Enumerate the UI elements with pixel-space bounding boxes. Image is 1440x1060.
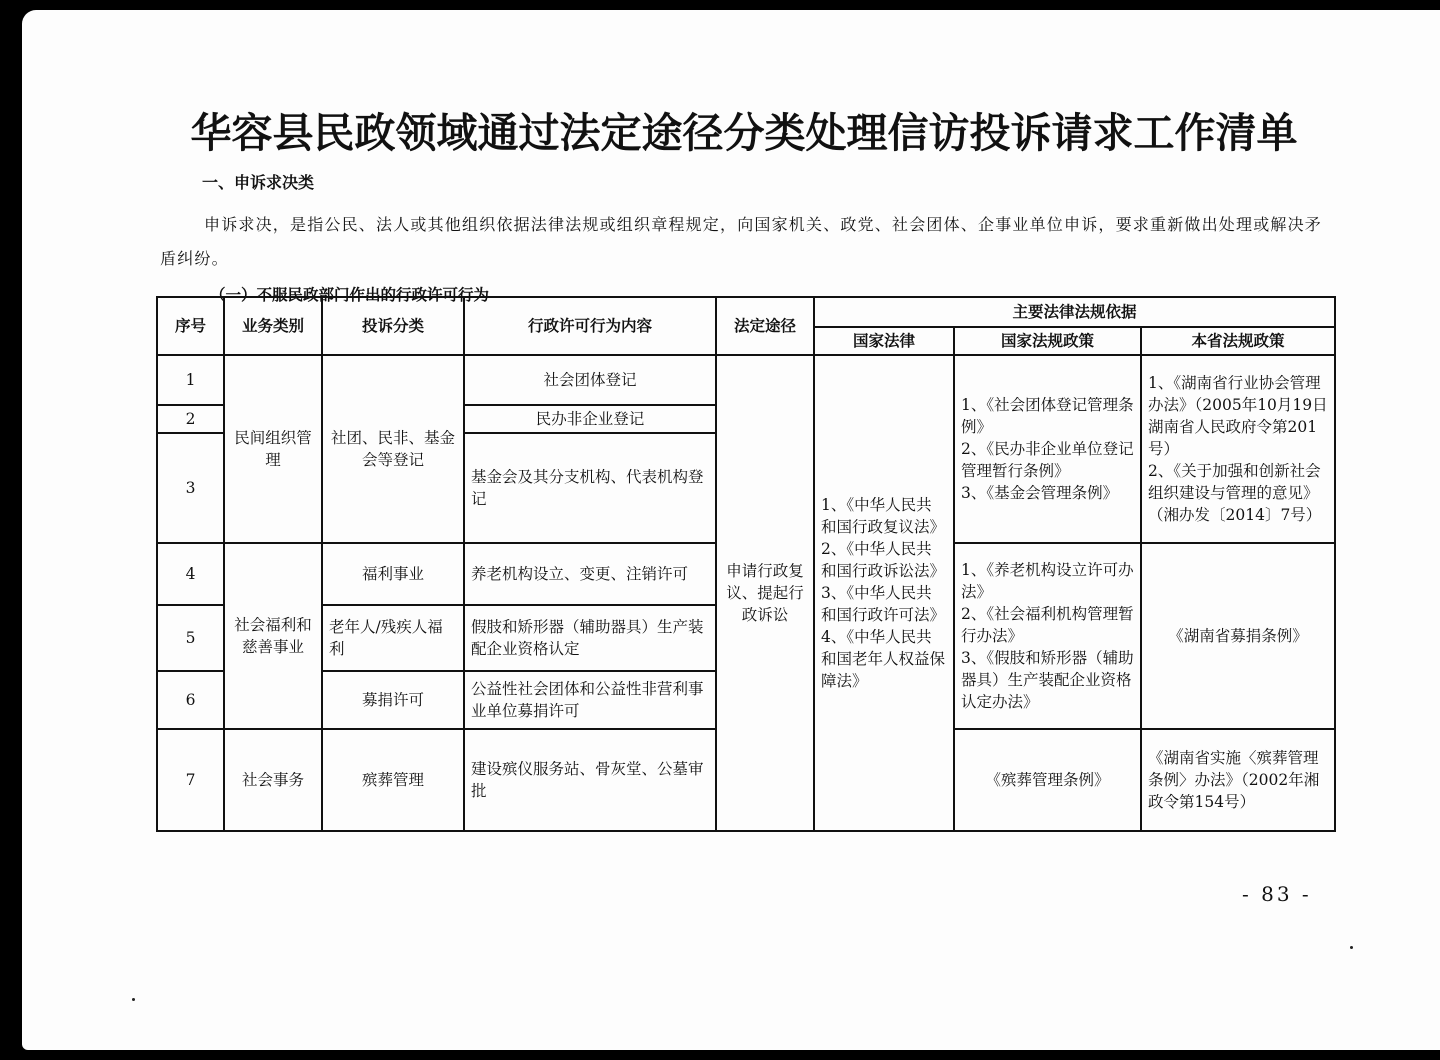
category-affairs: 社会事务: [224, 729, 322, 831]
scan-speck: [132, 998, 135, 1001]
row-content: 民办非企业登记: [464, 405, 716, 433]
section-heading: 一、申诉求决类: [202, 173, 315, 192]
header-provincial: 本省法规政策: [1141, 327, 1335, 355]
row-content: 养老机构设立、变更、注销许可: [464, 543, 716, 605]
complaint-welfare-biz: 福利事业: [322, 543, 464, 605]
category-civil-org: 民间组织管理: [224, 355, 322, 543]
section-paragraph: 申诉求决，是指公民、法人或其他组织依据法律法规或组织章程规定，向国家机关、政党、社会团体、企事业单位申诉，要求重新做出处理或解决矛盾纠纷。: [160, 215, 1323, 268]
row-seq: 2: [157, 405, 224, 433]
legal-route: 申请行政复议、提起行政诉讼: [716, 355, 814, 831]
row-content: 基金会及其分支机构、代表机构登记: [464, 433, 716, 543]
header-national-reg: 国家法规政策: [954, 327, 1141, 355]
document-title: 华容县民政领域通过法定途径分类处理信访投诉请求工作清单: [190, 109, 1298, 157]
header-category: 业务类别: [224, 297, 322, 355]
row-content: 社会团体登记: [464, 355, 716, 405]
provincial-org: 1、《湖南省行业协会管理办法》（2005年10月19日湖南省人民政府令第201号） 2、《关于加强和创新社会组织建设与管理的意见》（湘办发〔2014〕7号）: [1141, 355, 1335, 543]
complaint-donation: 募捐许可: [322, 671, 464, 729]
row-seq: 6: [157, 671, 224, 729]
complaint-funeral: 殡葬管理: [322, 729, 464, 831]
header-complaint-type: 投诉分类: [322, 297, 464, 355]
national-reg-welfare: 1、《养老机构设立许可办法》 2、《社会福利机构管理暂行办法》 3、《假肢和矫形器（辅助器具）生产装配企业资格认定办法》: [954, 543, 1141, 729]
row-seq: 7: [157, 729, 224, 831]
provincial-welfare: 《湖南省募捐条例》: [1141, 543, 1335, 729]
row-content: 公益性社会团体和公益性非营利事业单位募捐许可: [464, 671, 716, 729]
row-seq: 4: [157, 543, 224, 605]
row-seq: 3: [157, 433, 224, 543]
national-reg-funeral: 《殡葬管理条例》: [954, 729, 1141, 831]
header-legal-route: 法定途径: [716, 297, 814, 355]
complaint-elderly-disabled: 老年人/残疾人福利: [322, 605, 464, 671]
row-seq: 1: [157, 355, 224, 405]
subsection-heading: （一）不服民政部门作出的行政许可行为: [210, 286, 490, 304]
document-page: [22, 10, 1440, 1050]
header-seq: 序号: [157, 297, 224, 355]
header-content: 行政许可行为内容: [464, 297, 716, 355]
complaint-org-reg: 社团、民非、基金会等登记: [322, 355, 464, 543]
row-content: 建设殡仪服务站、骨灰堂、公墓审批: [464, 729, 716, 831]
national-law: 1、《中华人民共和国行政复议法》 2、《中华人民共和国行政诉讼法》 3、《中华人民共和国行政许可法》 4、《中华人民共和国老年人权益保障法》: [814, 355, 954, 831]
page-number: - 83 -: [1242, 882, 1312, 906]
row-content: 假肢和矫形器（辅助器具）生产装配企业资格认定: [464, 605, 716, 671]
row-seq: 5: [157, 605, 224, 671]
header-basis: 主要法律法规依据: [814, 297, 1335, 327]
category-welfare: 社会福利和慈善事业: [224, 543, 322, 729]
scan-speck: [1350, 946, 1353, 949]
provincial-funeral: 《湖南省实施〈殡葬管理条例〉办法》（2002年湘政令第154号）: [1141, 729, 1335, 831]
national-reg-org: 1、《社会团体登记管理条例》 2、《民办非企业单位登记管理暂行条例》 3、《基金会管理条例》: [954, 355, 1141, 543]
complaint-table: [156, 296, 1336, 832]
header-national-law: 国家法律: [814, 327, 954, 355]
